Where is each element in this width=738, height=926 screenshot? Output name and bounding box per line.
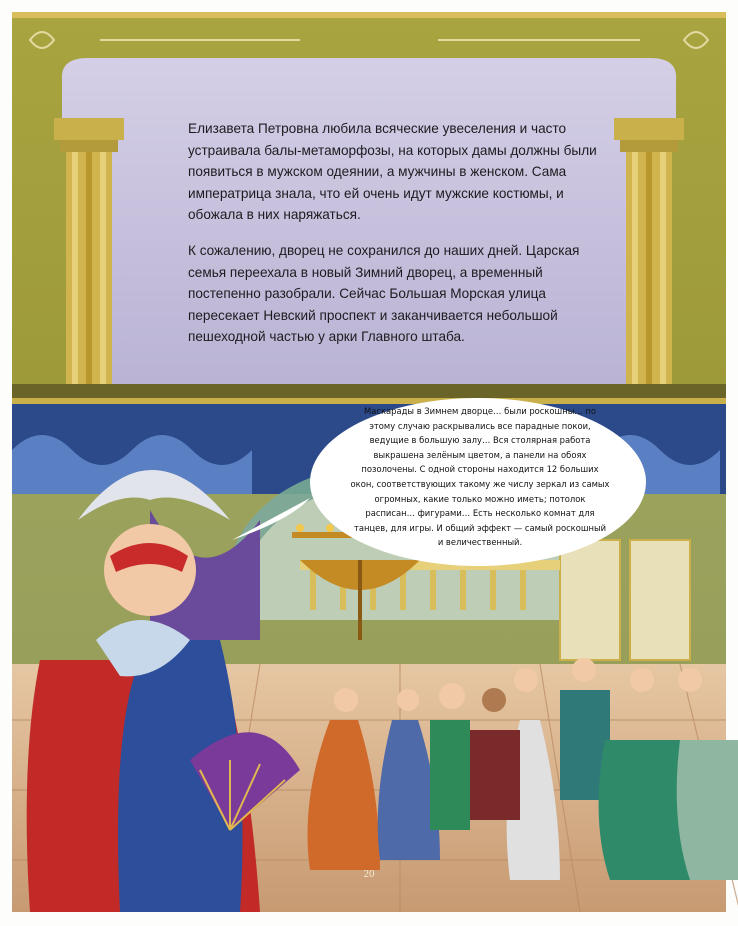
page-number: 20 bbox=[363, 868, 375, 880]
speech-bubble-text: Маскарады в Зимнем дворце… были роскошны… по этому случаю раскрывались все парадные покои, ведущие в большую залу… Вся столярная работа выкрашена зелёным цветом, а панели на обоях позолочены. С одной стороны находится 12 больших окон, соответствующих такому же числу зеркал из самых огромных, какие только можно иметь; потолок расписан… фигурами… Есть несколько комнат для танцев, для игры. И общий эффект — самый роскошный и величественный. bbox=[350, 406, 610, 548]
paragraph-2: К сожалению, дворец не сохранился до наших дней. Царская семья переехала в новый Зимний дворец, а временный постепенно разобрали. Сейчас Большая Морская улица пересекает Невский проспект и заканчивается небольшой пешеходной частью у арки Главного штаба. bbox=[188, 243, 580, 345]
paragraph-1: Елизавета Петровна любила всяческие увеселения и часто устраивала балы-метаморфозы, на которых дамы должны были появиться в мужском одеянии, а мужчины в женском. Сама императрица знала, что ей очень идут мужские костюмы, и обожала в них наряжаться. bbox=[188, 121, 597, 223]
